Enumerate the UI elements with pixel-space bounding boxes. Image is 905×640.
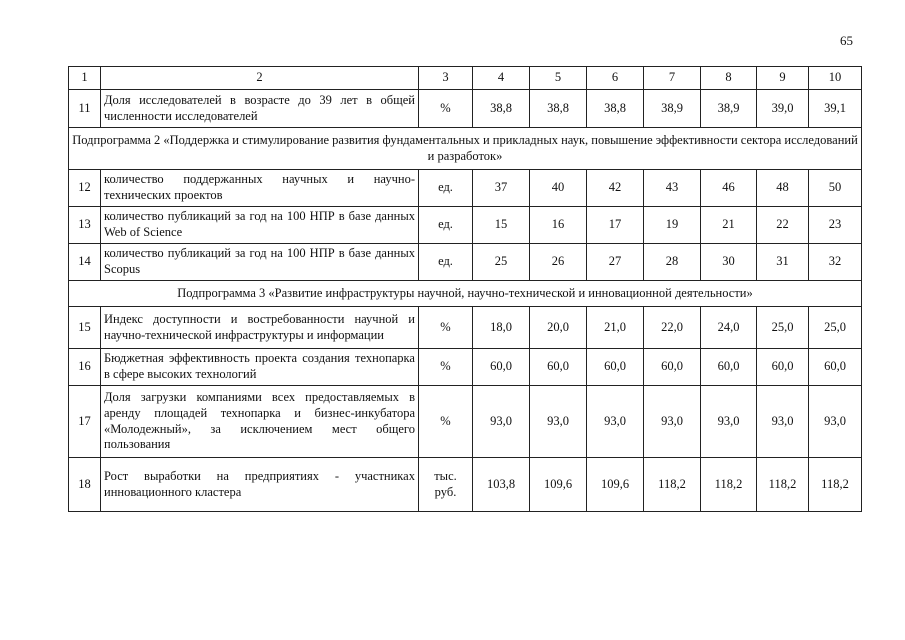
indicator-name: Доля загрузки компаниями всех предоставляемых в аренду площадей технопарка и бизнес-инкубатора «Молодежный», за исключением мест общего пользования [101, 386, 419, 458]
value-cell: 48 [757, 170, 809, 207]
unit-cell: % [419, 349, 473, 386]
value-cell: 93,0 [701, 386, 757, 458]
value-cell: 39,1 [809, 90, 862, 128]
value-cell: 38,8 [530, 90, 587, 128]
row-number: 12 [69, 170, 101, 207]
value-cell: 109,6 [530, 458, 587, 512]
subprogram-title: Подпрограмма 2 «Поддержка и стимулирование развития фундаментальных и прикладных наук, повышение эффективности сектора исследований и разработок» [69, 128, 862, 170]
unit-cell: тыс. руб. [419, 458, 473, 512]
header-cell: 9 [757, 67, 809, 90]
row-number: 18 [69, 458, 101, 512]
value-cell: 30 [701, 244, 757, 281]
unit-cell: % [419, 386, 473, 458]
unit-cell: ед. [419, 170, 473, 207]
page-number: 65 [840, 33, 853, 48]
table-row [69, 386, 862, 458]
subprogram-title: Подпрограмма 3 «Развитие инфраструктуры научной, научно-технической и инновационной деятельности» [69, 281, 862, 307]
value-cell: 60,0 [644, 349, 701, 386]
value-cell: 93,0 [644, 386, 701, 458]
table-row [69, 244, 862, 281]
value-cell: 38,8 [587, 90, 644, 128]
unit-cell: ед. [419, 207, 473, 244]
indicator-name: Доля исследователей в возрасте до 39 лет в общей численности исследователей [101, 90, 419, 128]
value-cell: 43 [644, 170, 701, 207]
indicator-name: Рост выработки на предприятиях - участниках инновационного кластера [101, 458, 419, 512]
value-cell: 60,0 [809, 349, 862, 386]
row-number: 14 [69, 244, 101, 281]
value-cell: 22 [757, 207, 809, 244]
value-cell: 46 [701, 170, 757, 207]
value-cell: 118,2 [701, 458, 757, 512]
header-cell: 7 [644, 67, 701, 90]
value-cell: 27 [587, 244, 644, 281]
value-cell: 24,0 [701, 307, 757, 349]
value-cell: 118,2 [809, 458, 862, 512]
subprogram-row [69, 128, 862, 170]
value-cell: 21,0 [587, 307, 644, 349]
header-cell: 10 [809, 67, 862, 90]
indicator-name: количество публикаций за год на 100 НПР в базе данных Web of Science [101, 207, 419, 244]
unit-cell: % [419, 307, 473, 349]
value-cell: 93,0 [587, 386, 644, 458]
value-cell: 18,0 [473, 307, 530, 349]
subprogram-row [69, 281, 862, 307]
value-cell: 118,2 [757, 458, 809, 512]
value-cell: 118,2 [644, 458, 701, 512]
value-cell: 60,0 [473, 349, 530, 386]
value-cell: 60,0 [701, 349, 757, 386]
unit-cell: ед. [419, 244, 473, 281]
value-cell: 31 [757, 244, 809, 281]
value-cell: 50 [809, 170, 862, 207]
value-cell: 40 [530, 170, 587, 207]
value-cell: 60,0 [587, 349, 644, 386]
value-cell: 38,9 [644, 90, 701, 128]
row-number: 16 [69, 349, 101, 386]
header-cell: 3 [419, 67, 473, 90]
value-cell: 93,0 [473, 386, 530, 458]
header-cell: 6 [587, 67, 644, 90]
value-cell: 21 [701, 207, 757, 244]
value-cell: 93,0 [809, 386, 862, 458]
value-cell: 28 [644, 244, 701, 281]
value-cell: 37 [473, 170, 530, 207]
header-cell: 8 [701, 67, 757, 90]
table-row [69, 458, 862, 512]
table-row [69, 307, 862, 349]
value-cell: 25,0 [757, 307, 809, 349]
row-number: 15 [69, 307, 101, 349]
row-number: 13 [69, 207, 101, 244]
value-cell: 93,0 [757, 386, 809, 458]
value-cell: 32 [809, 244, 862, 281]
value-cell: 22,0 [644, 307, 701, 349]
row-number: 17 [69, 386, 101, 458]
value-cell: 25,0 [809, 307, 862, 349]
indicator-name: Бюджетная эффективность проекта создания технопарка в сфере высоких технологий [101, 349, 419, 386]
indicators-table [68, 66, 862, 512]
value-cell: 23 [809, 207, 862, 244]
value-cell: 25 [473, 244, 530, 281]
header-cell: 2 [101, 67, 419, 90]
header-cell: 1 [69, 67, 101, 90]
value-cell: 16 [530, 207, 587, 244]
table-row [69, 349, 862, 386]
value-cell: 60,0 [757, 349, 809, 386]
value-cell: 109,6 [587, 458, 644, 512]
value-cell: 42 [587, 170, 644, 207]
header-cell: 5 [530, 67, 587, 90]
indicator-name: Индекс доступности и востребованности научной и научно-технической инфраструктуры и информации [101, 307, 419, 349]
table-row [69, 207, 862, 244]
value-cell: 20,0 [530, 307, 587, 349]
value-cell: 26 [530, 244, 587, 281]
row-number: 11 [69, 90, 101, 128]
value-cell: 19 [644, 207, 701, 244]
table-row [69, 170, 862, 207]
indicator-name: количество поддержанных научных и научно-технических проектов [101, 170, 419, 207]
value-cell: 38,8 [473, 90, 530, 128]
value-cell: 60,0 [530, 349, 587, 386]
header-row [69, 67, 862, 90]
indicator-name: количество публикаций за год на 100 НПР в базе данных Scopus [101, 244, 419, 281]
value-cell: 15 [473, 207, 530, 244]
value-cell: 39,0 [757, 90, 809, 128]
value-cell: 103,8 [473, 458, 530, 512]
header-cell: 4 [473, 67, 530, 90]
value-cell: 93,0 [530, 386, 587, 458]
value-cell: 38,9 [701, 90, 757, 128]
table-row [69, 90, 862, 128]
value-cell: 17 [587, 207, 644, 244]
unit-cell: % [419, 90, 473, 128]
